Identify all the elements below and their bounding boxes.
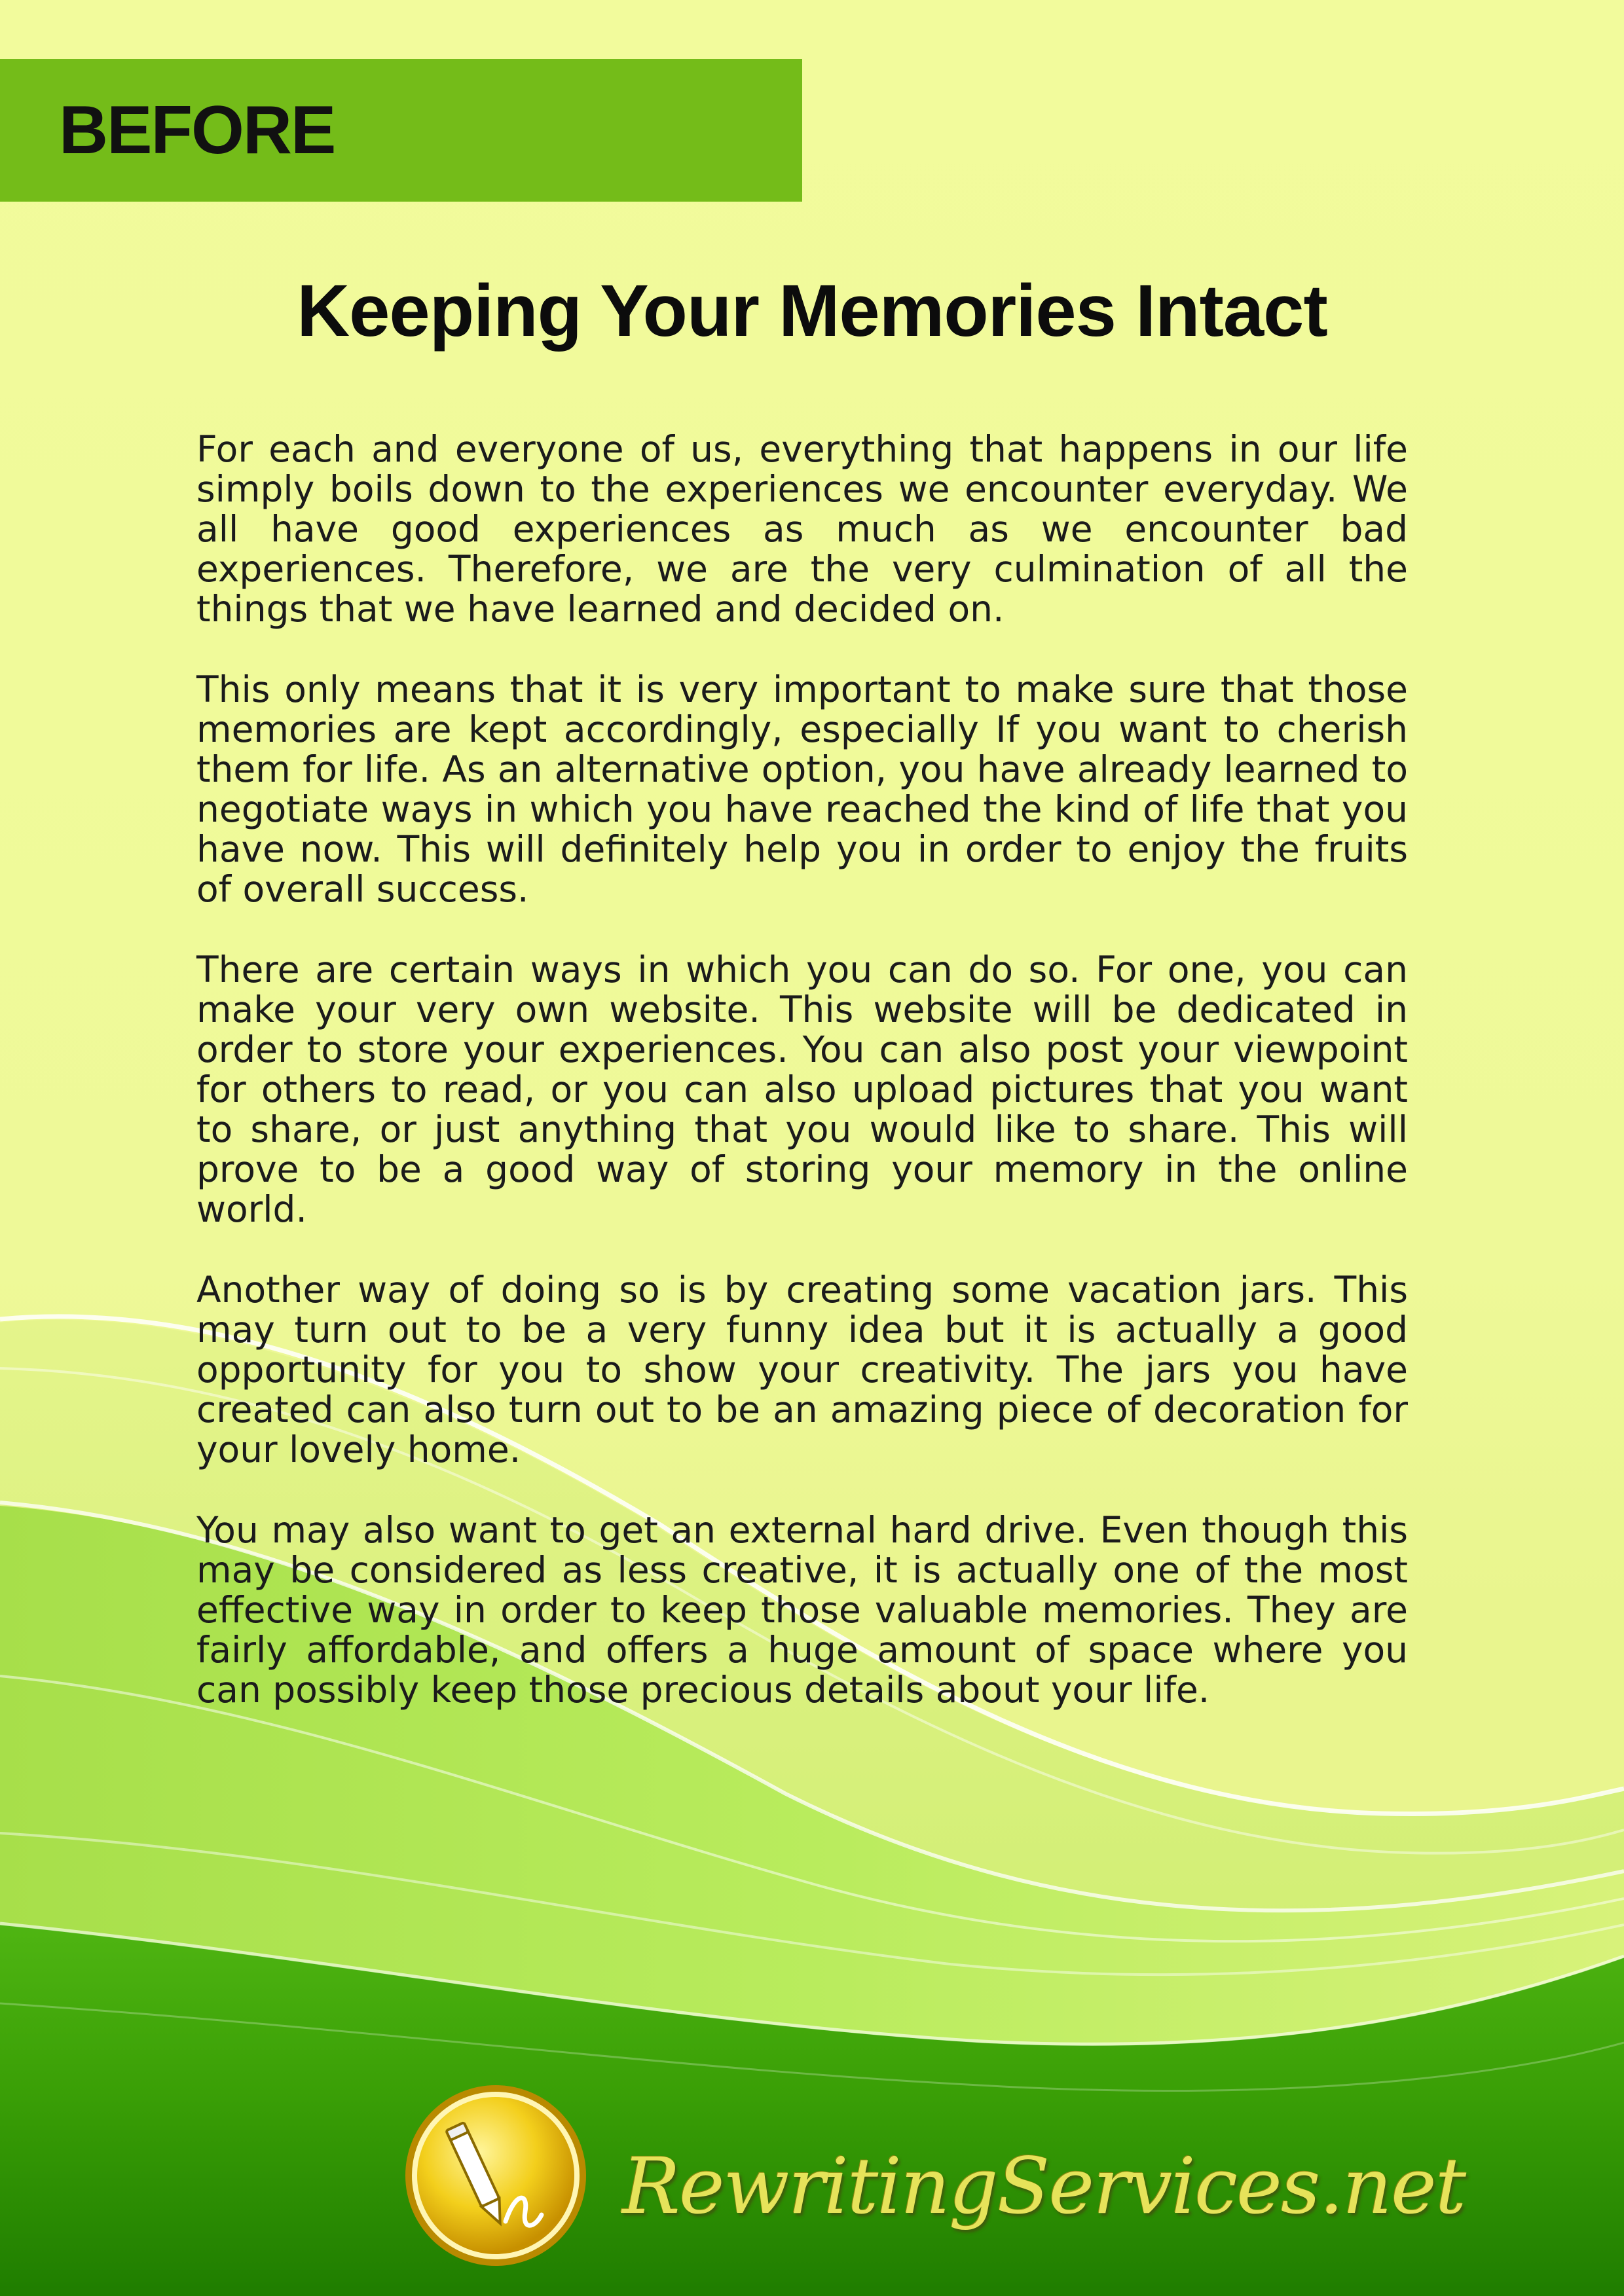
- paragraph-4: Another way of doing so is by creating some vacation jars. This may turn out to be a very funny idea but it is actually a good opportunity for you to show your creativity. The jars you have created can also turn out to be an amazing piece of decoration for your lovely home.: [196, 1269, 1408, 1470]
- brand-name: RewritingServices.net: [622, 2141, 1466, 2231]
- paragraph-1: For each and everyone of us, everything that happens in our life simply boils down to the experiences we encounter everyday. We all have good experiences as much as we encounter bad experiences. Therefore, we are the very culmination of all the things that we have learned and decided on.: [196, 428, 1408, 630]
- paragraph-2: This only means that it is very important to make sure that those memories are kept accordingly, especially If you want to cherish them for life. As an alternative option, you have already learned to negotiate ways in which you have reached the kind of life that you have now. This will definitely help you in order to enjoy the fruits of overall success.: [196, 668, 1408, 910]
- before-label: BEFORE: [59, 92, 335, 168]
- paragraph-5: You may also want to get an external hard drive. Even though this may be considered as less creative, it is actually one of the most effective way in order to keep those valuable memories. They are fairly affordable, and offers a huge amount of space where you can possibly keep those precious details about your life.: [196, 1509, 1408, 1711]
- page-title: Keeping Your Memories Intact: [297, 270, 1327, 352]
- pencil-in-gold-circle-icon: [401, 2081, 591, 2270]
- article-body: [196, 429, 1408, 1751]
- paragraph-3: There are certain ways in which you can do so. For one, you can make your very own website. This website will be dedicated in order to store your experiences. You can also post your viewpoint for others to read, or you can also upload pictures that you want to share, or just anything that you would like to share. This will prove to be a good way of storing your memory in the online world.: [196, 949, 1408, 1230]
